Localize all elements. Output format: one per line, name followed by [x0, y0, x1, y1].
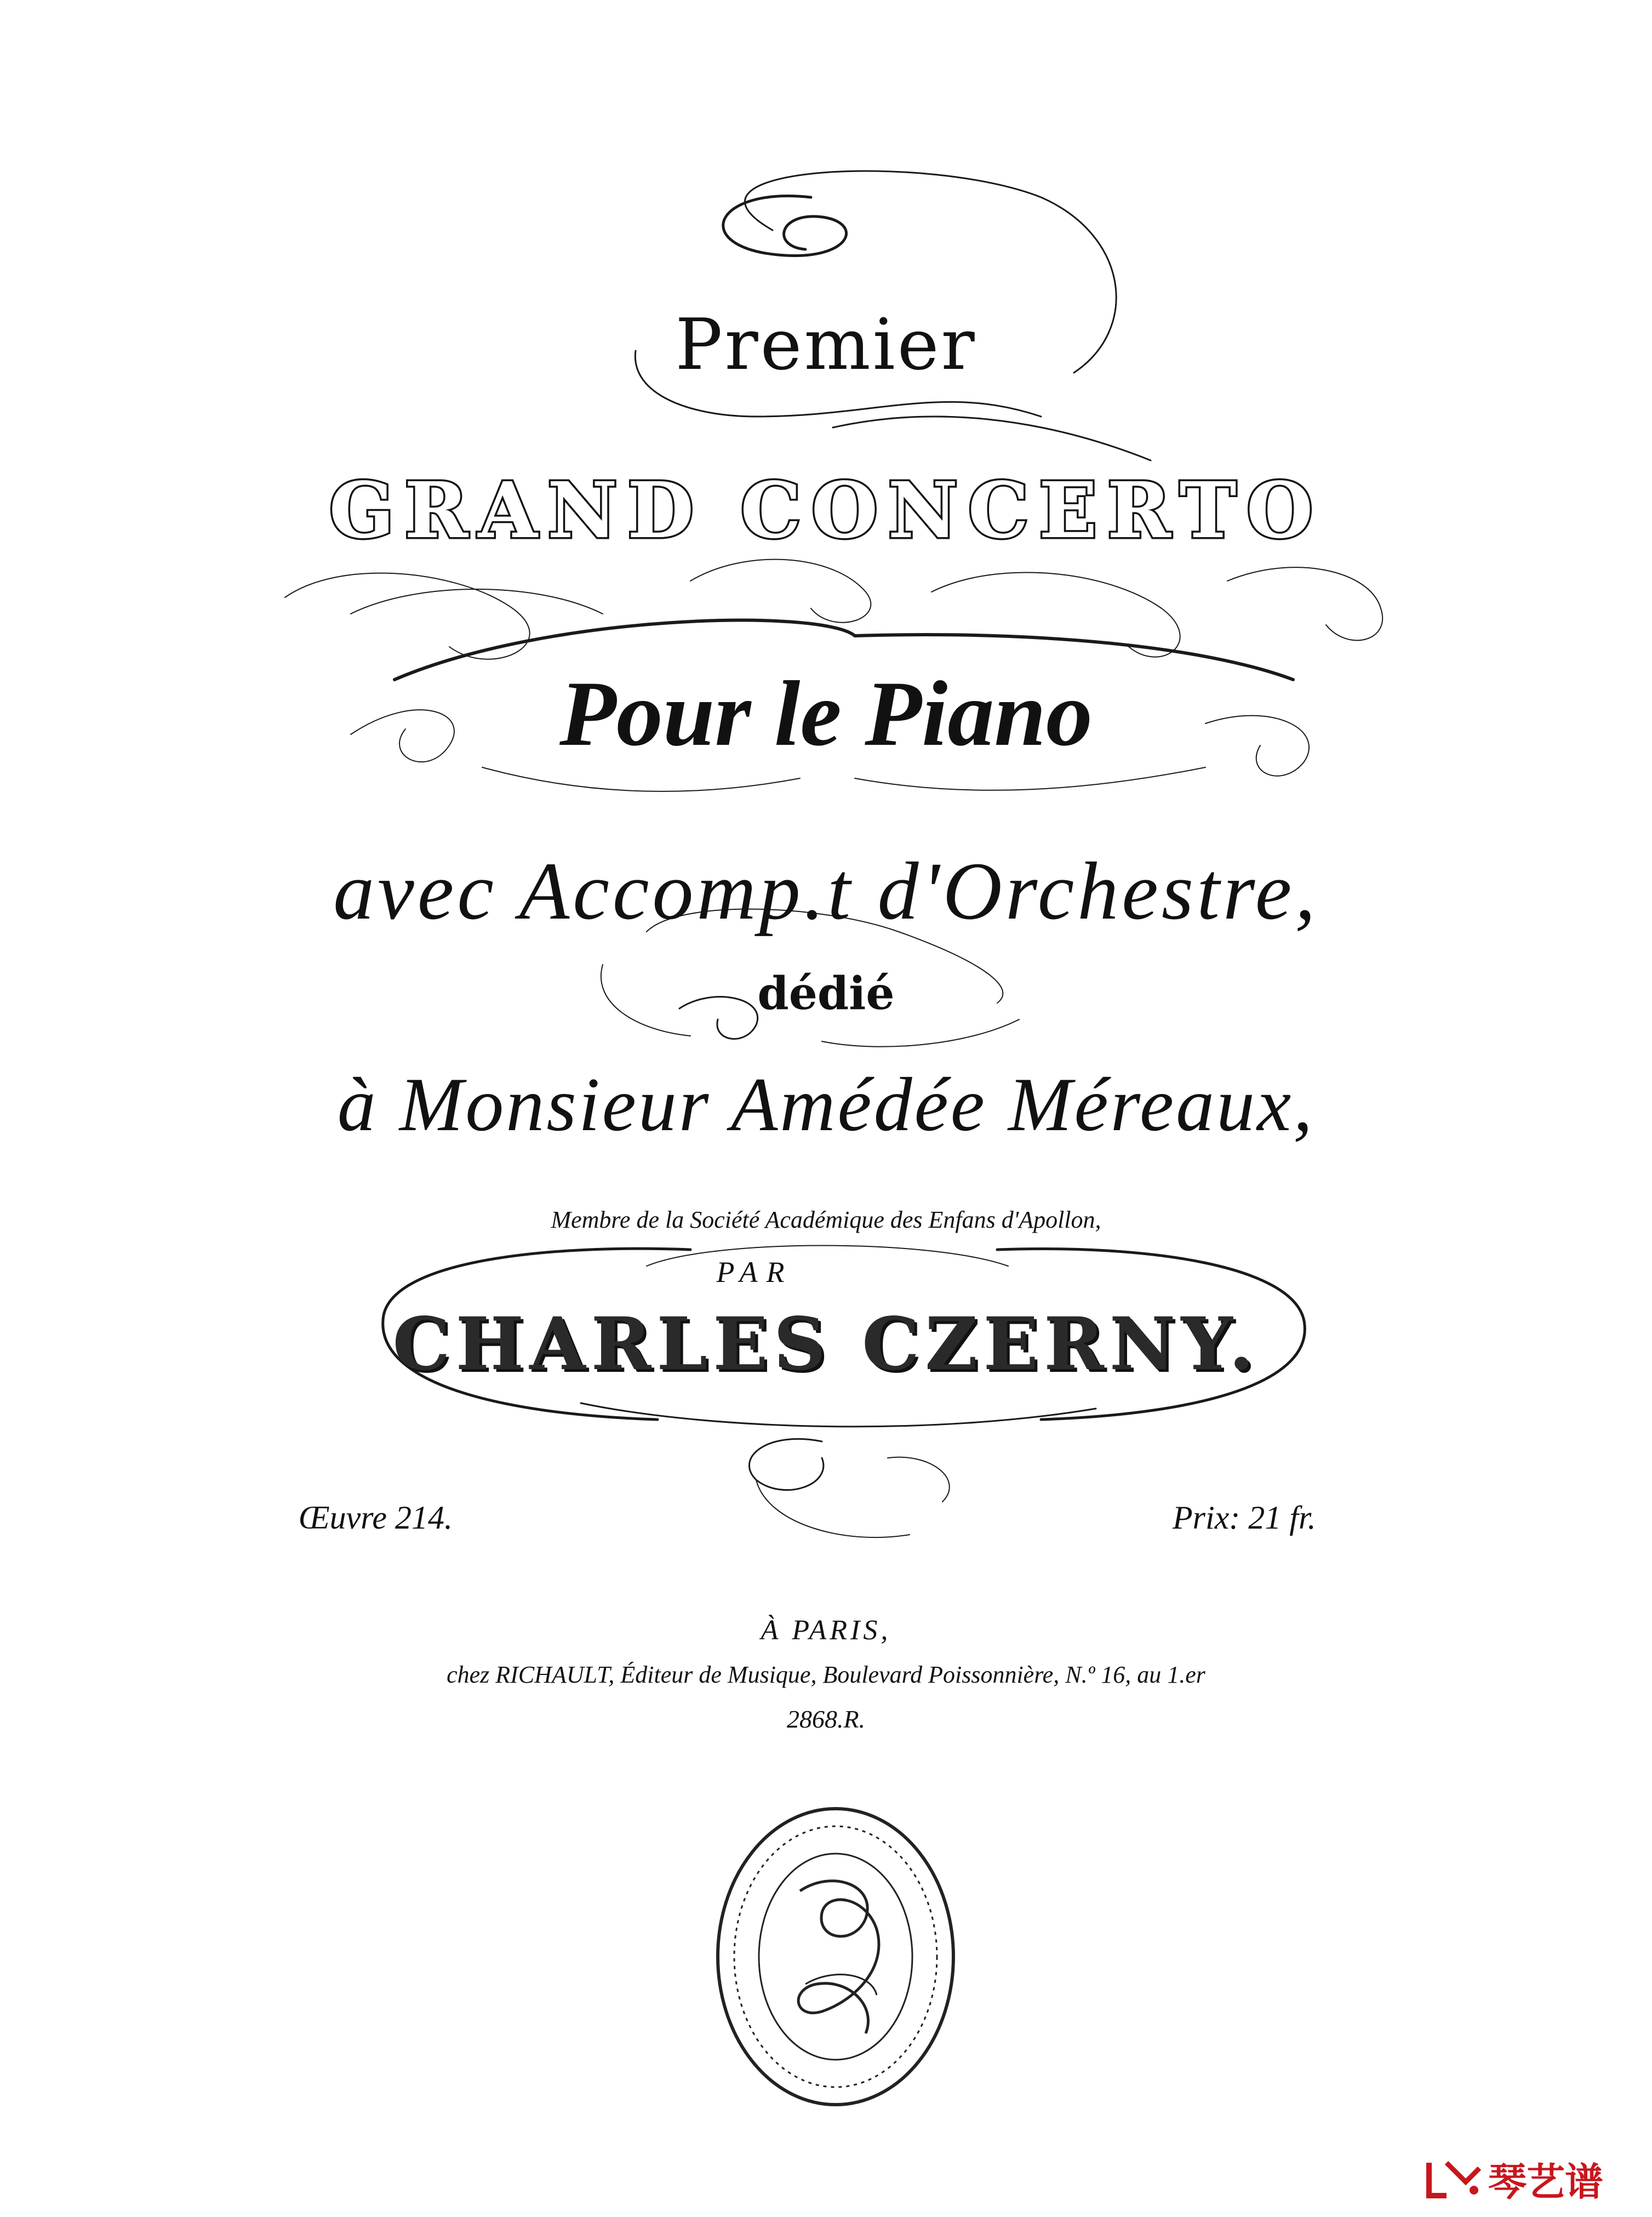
- plate-number: 2868.R.: [786, 1705, 866, 1733]
- dedication-word: dédié: [757, 967, 895, 1020]
- opus-number: Œuvre 214.: [299, 1500, 453, 1536]
- dedicatee-line: à Monsieur Amédée Méreaux,: [337, 1062, 1315, 1147]
- publisher-city: À PARIS,: [761, 1615, 891, 1646]
- title-grand-concerto: GRAND CONCERTO: [329, 466, 1323, 556]
- title-premier: Premier: [675, 304, 977, 386]
- site-watermark: [1425, 2151, 1603, 2207]
- composer-name: CHARLES CZERNY.: [392, 1302, 1260, 1387]
- membership-line: Membre de la Société Académique des Enfans d'Apollon,: [551, 1206, 1101, 1233]
- price-label: Prix: 21 fr.: [1173, 1500, 1316, 1536]
- accompaniment-line: avec Accomp.t d'Orchestre,: [333, 846, 1319, 937]
- library-seal-icon: [712, 1803, 959, 2110]
- qinyipu-logo-icon: [1425, 2157, 1485, 2201]
- title-pour-le-piano: Pour le Piano: [559, 662, 1093, 765]
- by-word: PAR: [716, 1256, 793, 1289]
- publisher-address: chez RICHAULT, Éditeur de Musique, Boulevard Poissonnière, N.º 16, au 1.er: [447, 1661, 1205, 1688]
- watermark-text: 琴艺谱: [1488, 2159, 1603, 2204]
